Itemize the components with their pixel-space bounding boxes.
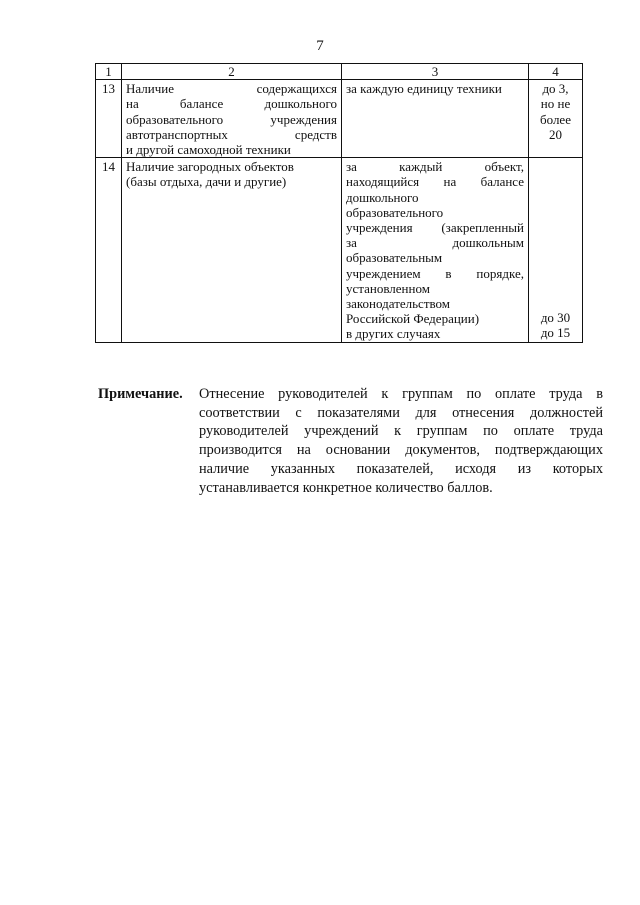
condition-cell	[342, 80, 529, 158]
note-block	[98, 385, 603, 497]
points-line: до 15	[540, 325, 571, 341]
points-line: более 20	[540, 111, 571, 142]
points-cell	[529, 158, 583, 342]
indicator-line: Наличие загородных объектов	[126, 159, 294, 175]
condition-line: за каждую единицу техники	[346, 81, 502, 97]
condition-line: образовательным	[346, 250, 443, 266]
column-number-2: 2	[122, 64, 342, 80]
criteria-table	[95, 63, 583, 343]
points-cell	[529, 80, 583, 158]
table-header-row	[96, 64, 583, 80]
condition-line: Российской Федерации)	[346, 311, 480, 327]
condition-line: за каждый объект,	[346, 159, 524, 175]
condition-line: учреждением в порядке,	[346, 265, 524, 281]
indicator-line: Наличие содержащихся	[126, 81, 337, 97]
table-row	[96, 80, 583, 158]
indicator-line: образовательного учреждения	[126, 111, 337, 127]
note-label: Примечание.	[98, 386, 183, 402]
condition-line: дошкольного	[346, 189, 419, 205]
column-number-3: 3	[342, 64, 529, 80]
column-number-1: 1	[96, 64, 122, 80]
indicator-line: на балансе дошкольного	[126, 96, 337, 112]
table-row	[96, 158, 583, 342]
condition-line: находящийся на балансе	[346, 174, 524, 190]
points-line: до 3,	[542, 81, 569, 97]
condition-line: образовательного	[346, 204, 444, 220]
points-line: но не	[540, 96, 571, 112]
condition-line: законодательством	[346, 296, 451, 312]
row-number: 13	[96, 80, 122, 158]
note-text: Отнесение руководителей к группам по оплате труда в соответствии с показателями для отнесения должностей руководителей учреждений к группам по оплате труда производится на основании документов, подтверждающих наличие указанных показателей, исходя из которых устанавливается конкретное количество баллов.	[199, 386, 603, 496]
condition-line: установленном	[346, 280, 430, 296]
points-line: до 30	[540, 310, 571, 326]
row-number: 14	[96, 158, 122, 342]
condition-line: в других случаях	[346, 326, 441, 342]
condition-cell	[342, 158, 529, 342]
condition-line: за дошкольным	[346, 235, 524, 251]
condition-line: учреждения (закрепленный	[346, 220, 524, 236]
column-number-4: 4	[529, 64, 583, 80]
indicator-line: (базы отдыха, дачи и другие)	[126, 174, 287, 190]
indicator-line: и другой самоходной техники	[126, 142, 291, 158]
page-number: 7	[316, 38, 324, 54]
indicator-cell	[122, 158, 342, 342]
indicator-line: автотранспортных средств	[126, 126, 337, 142]
indicator-cell	[122, 80, 342, 158]
